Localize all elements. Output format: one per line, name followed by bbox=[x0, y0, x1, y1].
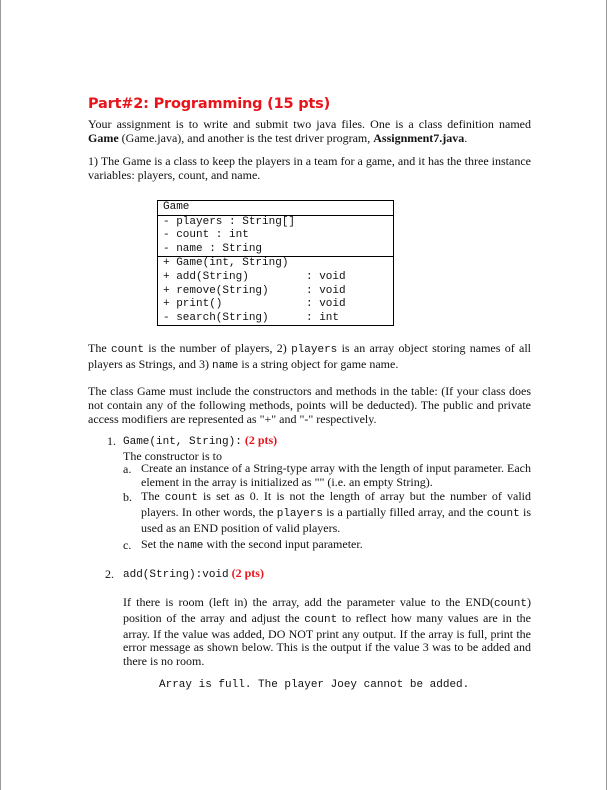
text: Set the bbox=[141, 537, 177, 551]
text: The bbox=[141, 489, 165, 503]
class-name: Game bbox=[88, 130, 119, 145]
method-signature: + print() bbox=[163, 298, 223, 311]
item-constructor bbox=[123, 434, 531, 464]
code: name bbox=[211, 359, 239, 372]
uml-method bbox=[163, 285, 388, 299]
uml-method bbox=[163, 298, 388, 312]
uml-method bbox=[163, 257, 388, 271]
code: players bbox=[291, 344, 338, 356]
points-label: (2 pts) bbox=[244, 433, 278, 447]
step-c bbox=[141, 538, 531, 554]
method-return: : void bbox=[306, 284, 346, 297]
points-label: (2 pts) bbox=[231, 566, 264, 580]
intro-paragraph bbox=[88, 118, 531, 146]
method-signature: + add(String) bbox=[163, 270, 249, 283]
text: Your assignment is to write and submit two java files. One is a class definition named bbox=[88, 117, 531, 131]
method-signature: - search(String) bbox=[163, 311, 269, 324]
step-b bbox=[141, 490, 531, 535]
text: If there is room (left in) the array, add the parameter value to the END( bbox=[123, 595, 494, 609]
text: (Game.java), and another is the test driver program, bbox=[118, 130, 374, 145]
section-title: Part#2: Programming (15 pts) bbox=[88, 96, 331, 112]
method-return: : void bbox=[306, 270, 346, 283]
code: Game(int, String): bbox=[123, 436, 242, 448]
uml-methods bbox=[158, 257, 394, 326]
code: count bbox=[164, 492, 198, 504]
code: count bbox=[486, 507, 520, 520]
code: count bbox=[304, 613, 338, 626]
item-add-heading bbox=[123, 567, 531, 583]
uml-method bbox=[163, 271, 388, 285]
code: add(String):void bbox=[123, 569, 229, 581]
method-signature: + Game(int, String) bbox=[163, 257, 289, 270]
code: name bbox=[177, 540, 204, 552]
item-number: 1. bbox=[107, 434, 116, 448]
uml-class-name: Game bbox=[158, 201, 394, 216]
text: is an array object storing names of all players as Strings, and 3) bbox=[88, 341, 532, 371]
method-signature: + remove(String) bbox=[163, 284, 269, 297]
text: is the number of players, 2) bbox=[143, 341, 292, 355]
paragraph-variable-description bbox=[88, 342, 531, 374]
sub-label: b. bbox=[123, 490, 132, 504]
sub-label: c. bbox=[123, 538, 132, 552]
text: . bbox=[464, 130, 468, 145]
step-a: Create an instance of a String-type array with the length of input parameter. Each element in the array is initialized as "" (i.e. an empty String). bbox=[141, 461, 531, 489]
uml-fields bbox=[158, 215, 394, 257]
text: with the second input parameter. bbox=[203, 537, 363, 551]
sub-label: a. bbox=[123, 462, 132, 476]
paragraph-requirements: The class Game must include the constructors and methods in the table: (If your class does not contain any of the following methods, points will be deducted). The public and private access modifiers are represented as "+" and "-" respectively. bbox=[88, 384, 531, 426]
sample-output: Array is full. The player Joey cannot be added. bbox=[159, 679, 470, 691]
uml-field: - players : String[] bbox=[163, 215, 296, 228]
text: ) position of the array and adjust the bbox=[123, 595, 531, 625]
item-add-description bbox=[123, 596, 531, 669]
text: The bbox=[88, 341, 111, 355]
code: players bbox=[276, 507, 323, 520]
uml-method bbox=[163, 312, 388, 326]
paragraph-instance-variables: 1) The Game is a class to keep the players in a team for a game, and it has the three instance variables: players, count, and name. bbox=[88, 154, 531, 182]
text: is set as 0. It is not the length of array but the number of valid players. In other words, the bbox=[141, 489, 531, 519]
text: is a string object for game name. bbox=[238, 356, 399, 371]
method-return: : void bbox=[306, 298, 346, 311]
driver-file-name: Assignment7.java bbox=[373, 130, 465, 145]
code: count bbox=[493, 598, 527, 610]
item-number: 2. bbox=[105, 567, 114, 581]
uml-class-diagram bbox=[157, 200, 394, 326]
text: is used as an END position of valid players. bbox=[141, 504, 531, 535]
uml-field: - name : String bbox=[163, 242, 263, 255]
text: is a partially filled array, and the bbox=[322, 504, 487, 519]
method-return: : int bbox=[306, 311, 340, 324]
uml-field: - count : int bbox=[163, 229, 249, 242]
code: count bbox=[110, 344, 144, 356]
text: The constructor is to bbox=[123, 448, 222, 463]
text: to reflect how many values are in the array. If the value was added, DO NOT print any output. If the array is full, print the error message as shown below. This is the output if the value 3 was to be added and there is no room. bbox=[123, 610, 532, 669]
